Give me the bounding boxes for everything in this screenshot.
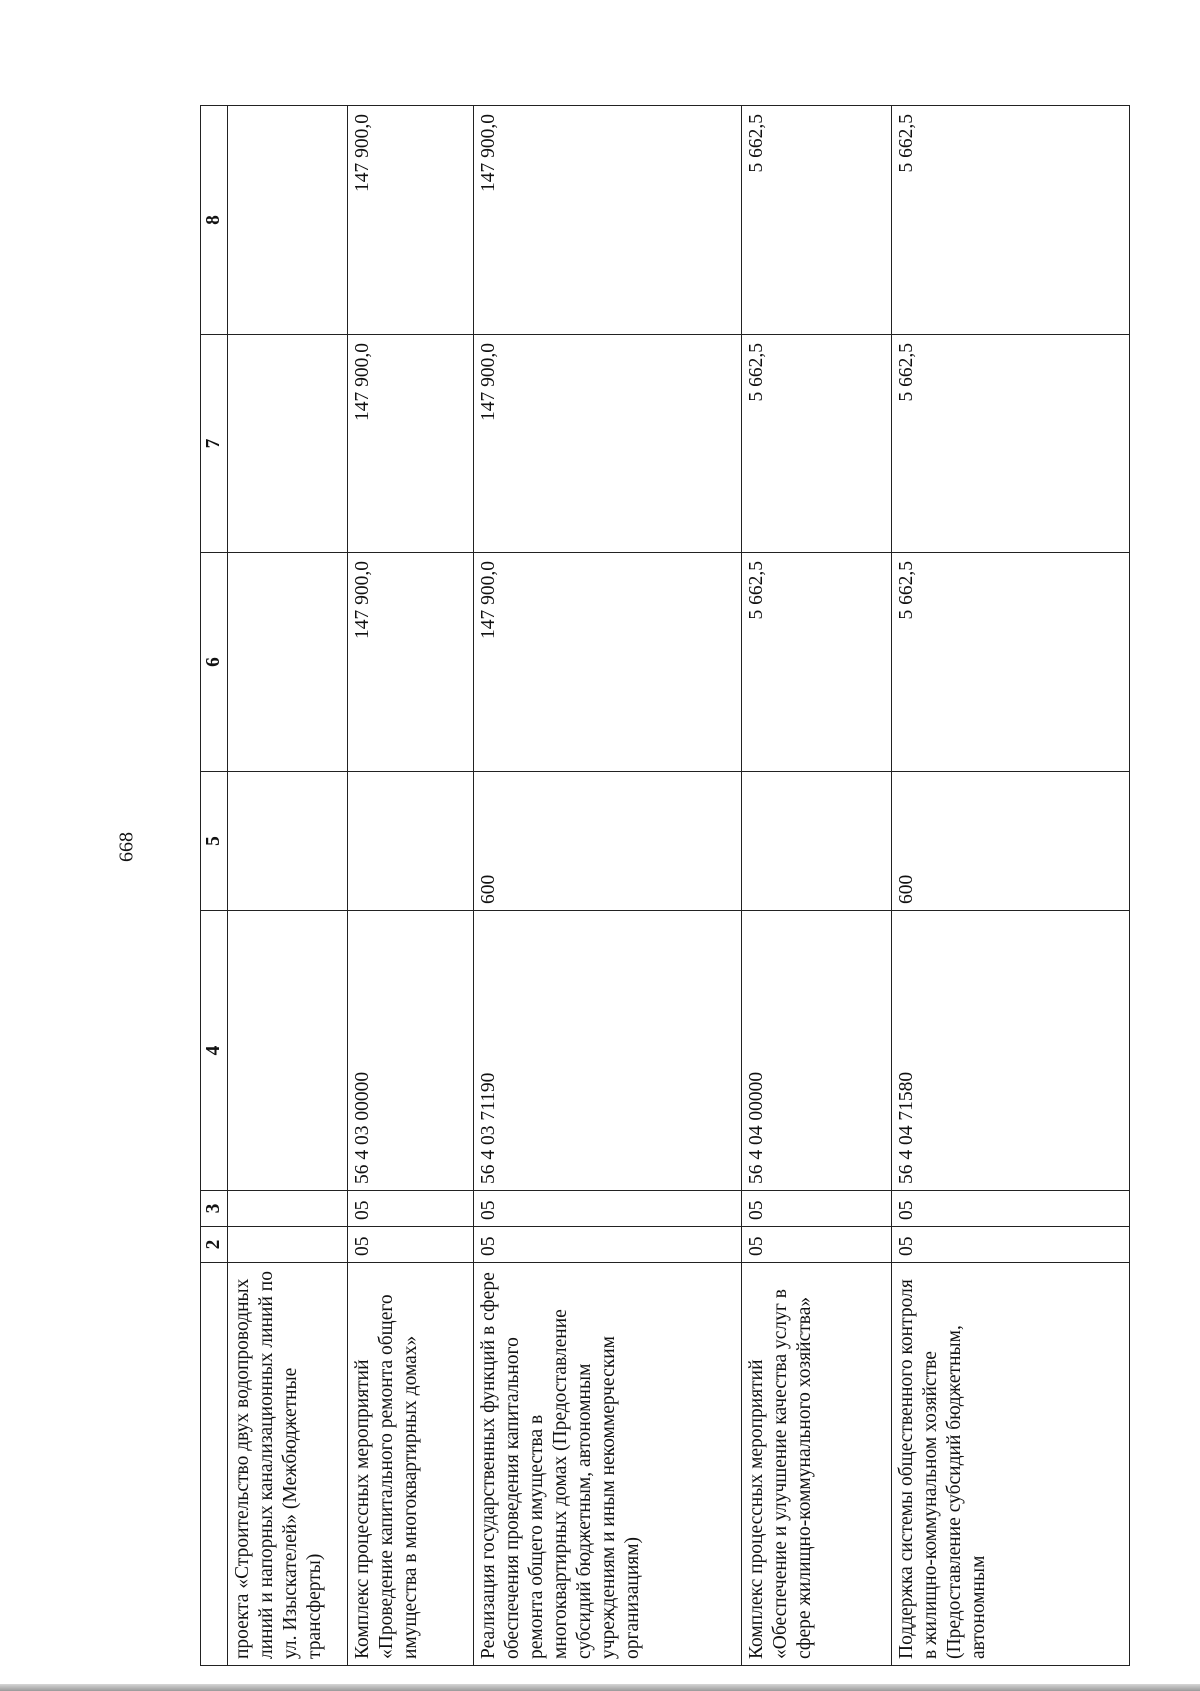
page-number: 668: [115, 832, 138, 862]
cell-amount-6: 5 662,5: [892, 553, 1130, 772]
column-header-4: 4: [201, 911, 228, 1191]
cell-subsection: [228, 1191, 348, 1227]
column-header-3: 3: [201, 1191, 228, 1227]
cell-subsection: 05: [892, 1191, 1130, 1227]
row-name: проекта «Строительство двух водопроводных линий и напорных канализационных линий по ул. Изыскателей» (Межбюджетные трансферты): [228, 1263, 348, 1666]
cell-amount-7: 147 900,0: [474, 335, 742, 553]
cell-target-code: [228, 911, 348, 1191]
cell-amount-7: 5 662,5: [742, 335, 892, 553]
row-name: Реализация государственных функций в сфере обеспечения проведения капитального ремонта общего имущества в многоквартирных домах (Предоставление субсидий бюджетным, автономным учреждениям и иным некоммерческим организациям): [474, 1263, 742, 1666]
row-name: Поддержка системы общественного контроля в жилищно-коммунальном хозяйстве (Предоставление субсидий бюджетным, автономным: [892, 1263, 1130, 1666]
cell-amount-6: 147 900,0: [348, 553, 474, 772]
cell-target-code: 56 4 03 00000: [348, 911, 474, 1191]
table-row: [348, 106, 474, 1666]
table-row: [742, 106, 892, 1666]
cell-section: 05: [742, 1227, 892, 1263]
cell-amount-8: [228, 106, 348, 335]
cell-amount-7: 5 662,5: [892, 335, 1130, 553]
cell-amount-7: 147 900,0: [348, 335, 474, 553]
column-header-1: [201, 1263, 228, 1666]
cell-amount-8: 5 662,5: [892, 106, 1130, 335]
cell-subsection: 05: [474, 1191, 742, 1227]
cell-amount-8: 147 900,0: [474, 106, 742, 335]
cell-section: 05: [348, 1227, 474, 1263]
cell-target-code: 56 4 03 71190: [474, 911, 742, 1191]
cell-expense-type: 600: [474, 772, 742, 911]
cell-expense-type: [348, 772, 474, 911]
cell-section: [228, 1227, 348, 1263]
cell-subsection: 05: [742, 1191, 892, 1227]
cell-amount-7: [228, 335, 348, 553]
cell-section: 05: [892, 1227, 1130, 1263]
cell-subsection: 05: [348, 1191, 474, 1227]
budget-table-container: [200, 106, 1130, 1666]
scan-edge-strip: [0, 1684, 1200, 1691]
cell-expense-type: [228, 772, 348, 911]
cell-section: 05: [474, 1227, 742, 1263]
row-name: Комплекс процессных мероприятий «Проведение капитального ремонта общего имущества в многоквартирных домах»: [348, 1263, 474, 1666]
cell-expense-type: [742, 772, 892, 911]
column-header-7: 7: [201, 335, 228, 553]
column-header-2: 2: [201, 1227, 228, 1263]
cell-target-code: 56 4 04 71580: [892, 911, 1130, 1191]
table-row: [228, 106, 348, 1666]
cell-amount-6: [228, 553, 348, 772]
column-header-6: 6: [201, 553, 228, 772]
cell-amount-8: 5 662,5: [742, 106, 892, 335]
budget-table: [200, 105, 1130, 1666]
row-name: Комплекс процессных мероприятий «Обеспечение и улучшение качества услуг в сфере жилищно-коммунального хозяйства»: [742, 1263, 892, 1666]
table-header-row: [201, 106, 228, 1666]
cell-expense-type: 600: [892, 772, 1130, 911]
cell-target-code: 56 4 04 00000: [742, 911, 892, 1191]
table-row: [474, 106, 742, 1666]
table-row: [892, 106, 1130, 1666]
column-header-8: 8: [201, 106, 228, 335]
column-header-5: 5: [201, 772, 228, 911]
cell-amount-8: 147 900,0: [348, 106, 474, 335]
cell-amount-6: 147 900,0: [474, 553, 742, 772]
cell-amount-6: 5 662,5: [742, 553, 892, 772]
